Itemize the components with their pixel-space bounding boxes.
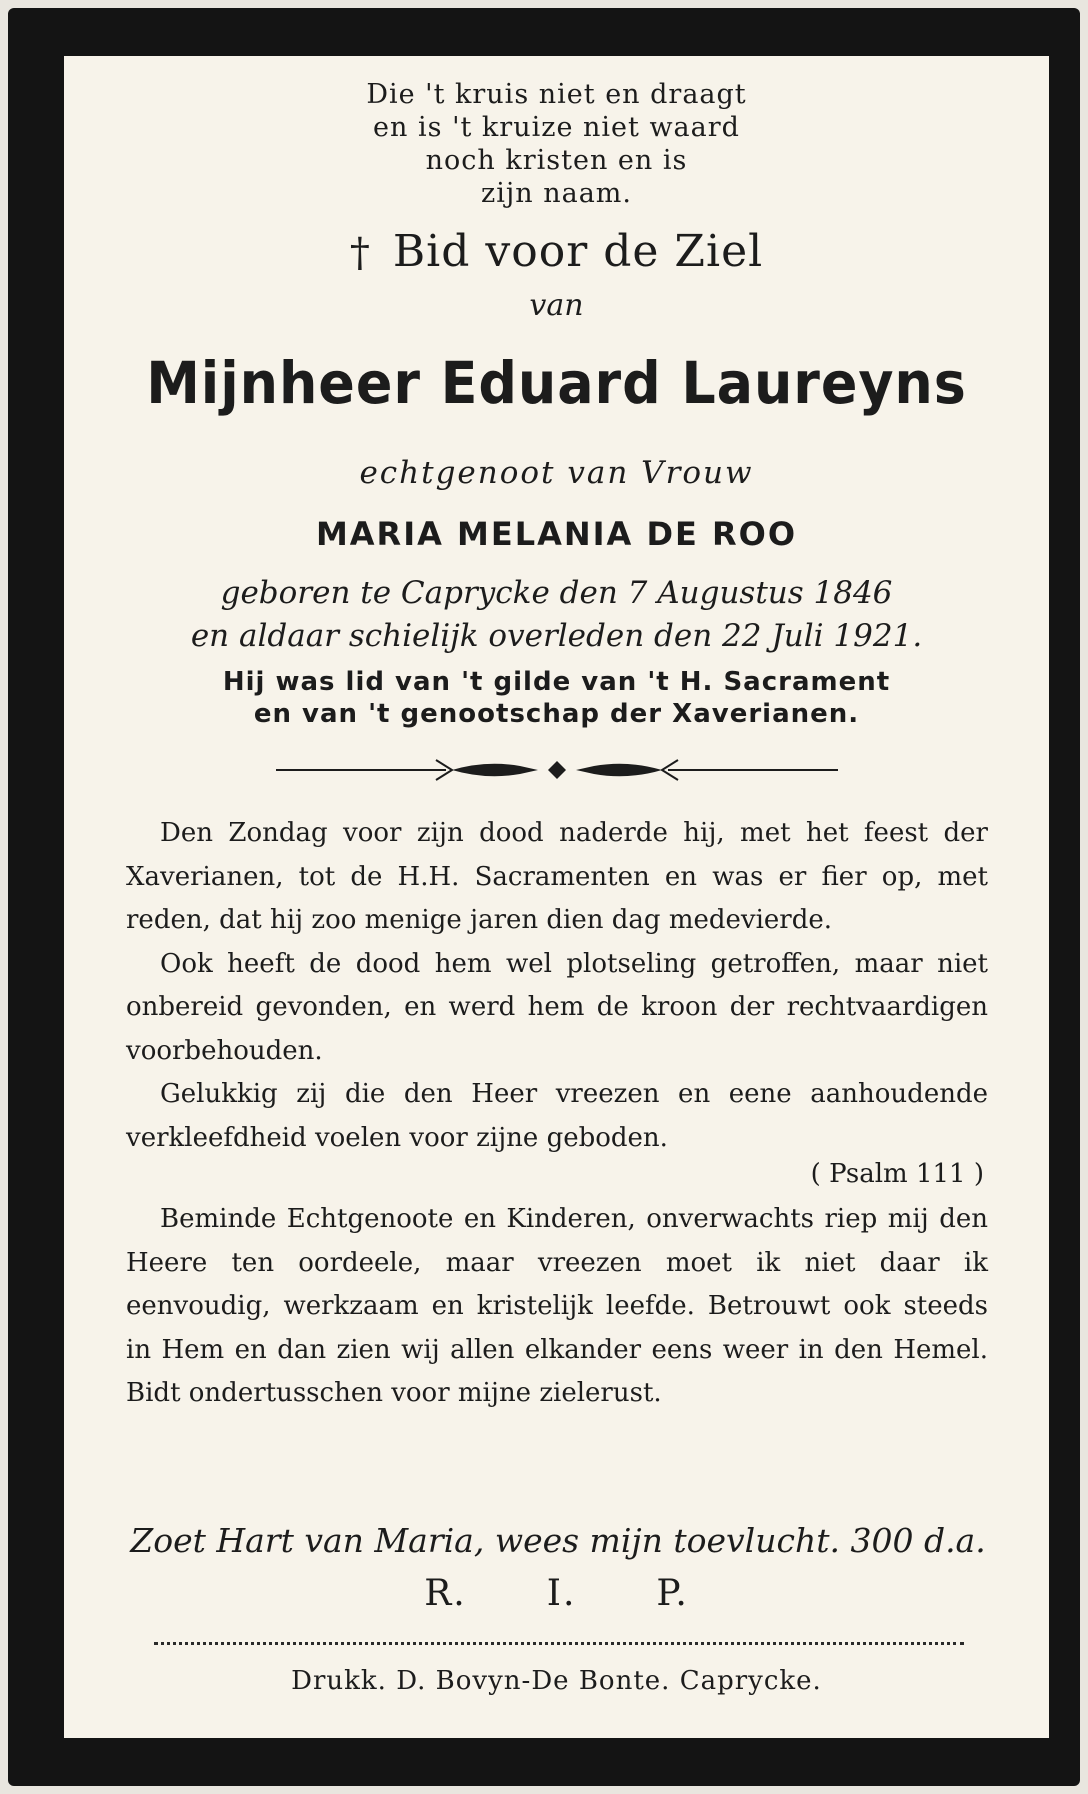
verse-line: Die 't kruis niet en draagt (366, 79, 747, 110)
deceased-name: Mijnheer Eduard Laureyns (146, 349, 967, 417)
spouse-label: echtgenoot van Vrouw (359, 455, 754, 491)
birth-line: geboren te Caprycke den 7 Augustus 1846 (220, 575, 893, 611)
opening-verse (64, 78, 1049, 210)
membership (64, 666, 1049, 730)
closing-prayer: Zoet Hart van Maria, wees mijn toevlucht. 300 d.a. (130, 1521, 986, 1560)
verse-line: zijn naam. (481, 178, 632, 209)
psalm-reference: ( Psalm 111 ) (810, 1159, 984, 1189)
prayer-heading (64, 226, 1049, 279)
van-label: van (529, 288, 584, 323)
spouse-name: MARIA MELANIA DE ROO (315, 515, 798, 553)
body-text (126, 812, 988, 1416)
memorial-card (8, 8, 1080, 1786)
membership-line: Hij was lid van 't gilde van 't H. Sacrament (222, 667, 891, 697)
paragraph: Gelukkig zij die den Heer vreezen en eene aanhoudende verkleefdheid voelen voor zijne geboden. (126, 1079, 988, 1153)
verse-line: en is 't kruize niet waard (373, 112, 740, 143)
rip-letter: R. (424, 1573, 467, 1614)
paragraph: Den Zondag voor zijn dood naderde hij, met het feest der Xaverianen, tot de H.H. Sacramenten en was er fier op, met reden, dat hij zoo menige jaren dien dag medevierde. (126, 818, 988, 935)
verse-line: noch kristen en is (425, 145, 688, 176)
rip-letter: I. (546, 1573, 577, 1614)
membership-line: en van 't genootschap der Xaverianen. (253, 699, 860, 729)
cross-icon: † (349, 230, 371, 276)
rip-letter: P. (656, 1573, 689, 1614)
birth-death-dates (64, 572, 1049, 658)
bid-text: Bid voor de Ziel (392, 226, 764, 277)
printer-credit: Drukk. D. Bovyn-De Bonte. Caprycke. (291, 1666, 822, 1696)
paragraph: Ook heeft de dood hem wel plotseling getroffen, maar niet onbereid gevonden, en werd hem de kroon der rechtvaardigen voorbehouden. (126, 948, 988, 1066)
paragraph: Beminde Echtgenoote en Kinderen, onverwachts riep mij den Heere ten oordeele, maar vreezen moet ik niet daar ik eenvoudig, werkzaam en kristelijk leefde. Betrouwt ook steeds in Hem en dan zien wij allen elkander eens weer in den Hemel. Bidt ondertusschen voor mijne zielerust. (126, 1204, 988, 1408)
card-paper (64, 56, 1049, 1738)
rip (64, 1572, 1049, 1616)
death-line: en aldaar schielijk overleden den 22 Juli 1921. (190, 618, 923, 654)
dotted-divider (154, 1642, 964, 1645)
ornament-divider (276, 756, 838, 784)
